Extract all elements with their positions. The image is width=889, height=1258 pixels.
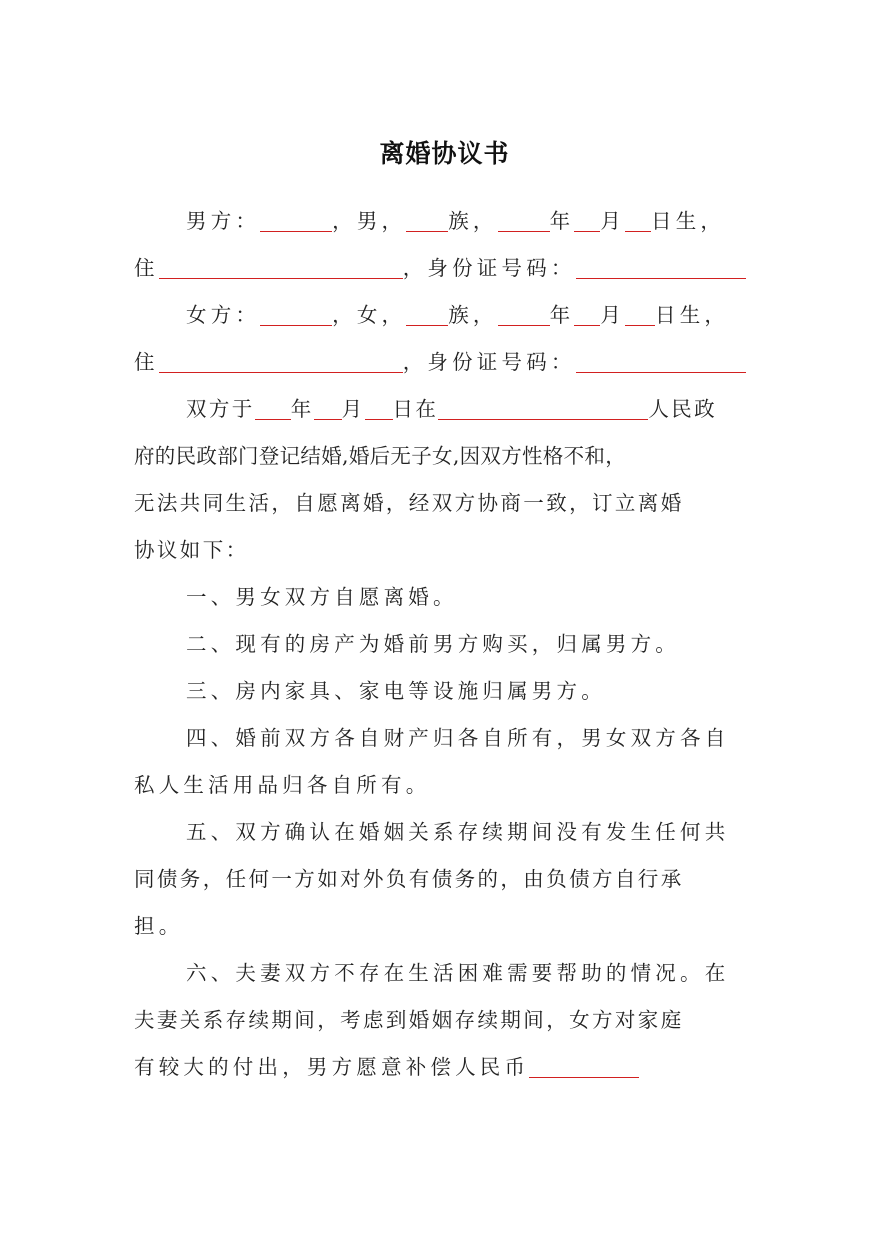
- woman-day-blank[interactable]: [625, 305, 655, 326]
- marriage-prefix: 双方于: [186, 397, 255, 421]
- marriage-day-label: 日在: [392, 397, 439, 421]
- marriage-suffix: 人民政: [648, 397, 718, 421]
- clause-5-line-2: 同债务，任何一方如对外负有债务的，由负债方自行承: [134, 867, 684, 891]
- clause-6-line-1: 六、夫妻双方不存在生活困难需要帮助的情况。在: [186, 961, 730, 985]
- clause-6-line-3-text: 有较大的付出，男方愿意补偿人民币: [134, 1055, 530, 1079]
- man-name-blank[interactable]: [260, 211, 332, 232]
- marriage-line-2: 府的民政部门登记结婚,婚后无子女,因双方性格不和，: [134, 444, 627, 468]
- marriage-place-blank[interactable]: [438, 399, 648, 420]
- man-day-blank[interactable]: [625, 211, 651, 232]
- clause-2: 二、现有的房产为婚前男方购买，归属男方。: [186, 632, 680, 656]
- woman-sep-1: ，: [332, 303, 357, 327]
- compensation-amount-blank[interactable]: [529, 1057, 639, 1078]
- man-sep-2: ，: [381, 209, 407, 233]
- marriage-line-1: [134, 386, 756, 433]
- man-address-blank[interactable]: [159, 258, 403, 279]
- document-title: 离婚协议书: [379, 139, 510, 168]
- man-day-label: 日生，: [651, 209, 726, 233]
- woman-address-line: [134, 339, 756, 386]
- document-body: [134, 198, 756, 1091]
- woman-label: 女方：: [186, 303, 261, 327]
- woman-gender: 女: [356, 303, 382, 327]
- marriage-year-label: 年: [290, 397, 314, 421]
- woman-ethnic-label: 族，: [448, 303, 498, 327]
- man-id-label: ，身份证号码：: [402, 256, 576, 280]
- man-address-line: [134, 245, 756, 292]
- man-sep-1: ，: [332, 209, 357, 233]
- woman-month-blank[interactable]: [574, 305, 600, 326]
- woman-id-label: ，身份证号码：: [402, 350, 576, 374]
- woman-year-blank[interactable]: [498, 305, 550, 326]
- man-year-blank[interactable]: [498, 211, 550, 232]
- woman-month-label: 月: [600, 303, 626, 327]
- clause-3: 三、房内家具、家电等设施归属男方。: [186, 679, 606, 703]
- woman-day-label: 日生，: [655, 303, 730, 327]
- man-address-label: 住: [134, 256, 159, 280]
- man-gender: 男: [356, 209, 382, 233]
- man-ethnic-blank[interactable]: [406, 211, 448, 232]
- marriage-line-4: 协议如下：: [134, 538, 249, 562]
- man-month-label: 月: [600, 209, 626, 233]
- clause-4-line-1: 四、婚前双方各自财产归各自所有，男女双方各自: [186, 726, 730, 750]
- man-label: 男方：: [186, 209, 261, 233]
- clause-5-line-1: 五、双方确认在婚姻关系存续期间没有发生任何共: [186, 820, 730, 844]
- woman-sep-2: ，: [381, 303, 407, 327]
- marriage-day-blank[interactable]: [365, 399, 393, 420]
- woman-year-label: 年: [549, 303, 575, 327]
- clause-1: 一、男女双方自愿离婚。: [186, 585, 458, 609]
- marriage-month-blank[interactable]: [314, 399, 342, 420]
- man-month-blank[interactable]: [574, 211, 600, 232]
- clause-5-line-3: 担。: [134, 914, 184, 938]
- clause-6-line-3: [134, 1044, 756, 1091]
- woman-id-blank[interactable]: [576, 352, 746, 373]
- man-year-label: 年: [549, 209, 575, 233]
- woman-info-line: [134, 292, 756, 339]
- clause-6-line-2: 夫妻关系存续期间，考虑到婚姻存续期间，女方对家庭: [134, 1008, 684, 1032]
- woman-ethnic-blank[interactable]: [406, 305, 448, 326]
- woman-address-label: 住: [134, 350, 159, 374]
- woman-name-blank[interactable]: [260, 305, 332, 326]
- marriage-year-blank[interactable]: [255, 399, 291, 420]
- marriage-month-label: 月: [341, 397, 365, 421]
- clause-4-line-2: 私人生活用品归各自所有。: [134, 773, 431, 797]
- man-id-blank[interactable]: [576, 258, 746, 279]
- man-info-line: [134, 198, 756, 245]
- man-ethnic-label: 族，: [448, 209, 498, 233]
- marriage-line-3: 无法共同生活，自愿离婚，经双方协商一致，订立离婚: [134, 491, 684, 515]
- woman-address-blank[interactable]: [159, 352, 403, 373]
